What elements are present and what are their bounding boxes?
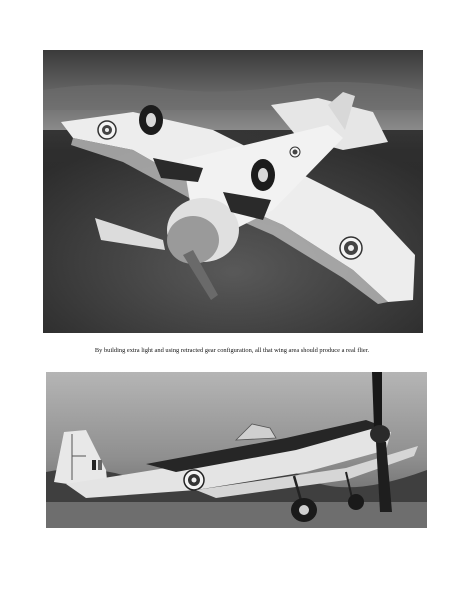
- photo-model-plane-front: [43, 50, 423, 333]
- photo-bottom-artwork: [46, 372, 427, 528]
- photo-model-plane-side: [46, 372, 427, 528]
- photo-caption: By building extra light and using retracted gear configuration, all that wing area should produce a real flier.: [94, 347, 370, 355]
- photo-top-artwork: [43, 50, 423, 333]
